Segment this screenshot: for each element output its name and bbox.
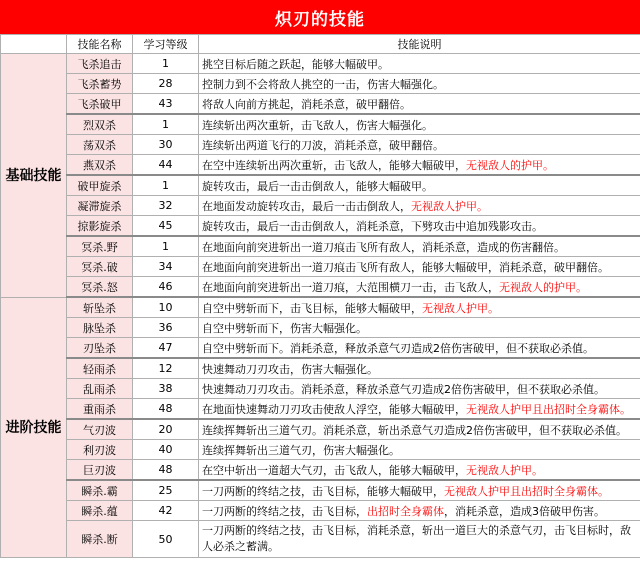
header-row: [1, 35, 640, 54]
skill-level: 20: [133, 419, 199, 440]
skill-level: 47: [133, 338, 199, 359]
skill-desc: 挑空目标后随之跃起，能够大幅破甲。: [199, 54, 640, 74]
skill-level: 12: [133, 358, 199, 379]
skill-name: 瞬杀.断: [67, 521, 133, 558]
skill-name: 飞杀追击: [67, 54, 133, 74]
skill-name: 瞬杀.蕴: [67, 501, 133, 521]
table-row: [1, 175, 640, 196]
skill-desc: 在地面向前突进斩出一道刀痕击飞所有敌人，能够大幅破甲，消耗杀意，破甲翻倍。: [199, 257, 640, 277]
category-basic: 基础技能: [1, 54, 67, 298]
table-row: [1, 338, 640, 359]
skill-desc: 快速舞动刀刃攻击。消耗杀意，释放杀意气刃造成2倍伤害破甲，但不获取必杀值。: [199, 379, 640, 399]
table-row: [1, 155, 640, 176]
skill-desc: 在空中斩出一道超大气刃，击飞敌人，能够大幅破甲，无视敌人护甲。: [199, 460, 640, 481]
skill-level: 1: [133, 54, 199, 74]
skill-desc: 自空中劈斩而下，伤害大幅强化。: [199, 318, 640, 338]
skill-name: 气刃波: [67, 419, 133, 440]
skill-name: 燕双杀: [67, 155, 133, 176]
skill-name: 荡双杀: [67, 135, 133, 155]
skill-name: 冥杀.怒: [67, 277, 133, 298]
category-advanced: 进阶技能: [1, 297, 67, 558]
skill-desc: 连续斩出两次重斩，击飞敌人，伤害大幅强化。: [199, 114, 640, 135]
skill-level: 44: [133, 155, 199, 176]
skill-level: 10: [133, 297, 199, 318]
skill-desc: 一刀两断的终结之技，击飞目标，消耗杀意，斩出一道巨大的杀意气刃，击飞目标时，敌人必杀之蓄满。: [199, 521, 640, 558]
table-row: [1, 460, 640, 481]
skill-name: 瞬杀.霸: [67, 480, 133, 501]
skill-desc: 在地面向前突进斩出一道刀痕击飞所有敌人，消耗杀意，造成的伤害翻倍。: [199, 236, 640, 257]
skill-desc: 连续挥舞斩出三道气刃，伤害大幅强化。: [199, 440, 640, 460]
skill-name: 凝滞旋杀: [67, 196, 133, 216]
skill-name: 烈双杀: [67, 114, 133, 135]
skill-desc: 在地面快速舞动刀刃攻击使敌人浮空，能够大幅破甲，无视敌人护甲且出招时全身霸体。: [199, 399, 640, 420]
table-row: [1, 257, 640, 277]
skill-name: 破甲旋杀: [67, 175, 133, 196]
skill-name: 冥杀.破: [67, 257, 133, 277]
skill-level: 32: [133, 196, 199, 216]
skill-name: 乱雨杀: [67, 379, 133, 399]
skill-level: 43: [133, 94, 199, 115]
skill-level: 46: [133, 277, 199, 298]
table-row: [1, 318, 640, 338]
table-row: [1, 480, 640, 501]
table-row: [1, 379, 640, 399]
skill-name: 斩坠杀: [67, 297, 133, 318]
skill-level: 30: [133, 135, 199, 155]
skill-desc: 旋转攻击，最后一击击倒敌人，能够大幅破甲。: [199, 175, 640, 196]
skill-level: 34: [133, 257, 199, 277]
table-row: [1, 216, 640, 237]
header-category: [1, 35, 67, 54]
table-row: [1, 399, 640, 420]
table-row: [1, 358, 640, 379]
skill-desc: 控制力到不会将敌人挑空的一击，伤害大幅强化。: [199, 74, 640, 94]
skill-desc: 一刀两断的终结之技，击飞目标，能够大幅破甲，无视敌人护甲且出招时全身霸体。: [199, 480, 640, 501]
table-row: [1, 297, 640, 318]
header-level: 学习等级: [133, 35, 199, 54]
skill-desc: 一刀两断的终结之技，击飞目标，出招时全身霸体，消耗杀意，造成3倍破甲伤害。: [199, 501, 640, 521]
skill-desc: 旋转攻击，最后一击击倒敌人，消耗杀意，下劈攻击中追加残影攻击。: [199, 216, 640, 237]
table-row: [1, 114, 640, 135]
skill-level: 1: [133, 114, 199, 135]
table-row: [1, 521, 640, 558]
table-row: [1, 54, 640, 74]
skill-desc: 在地面发动旋转攻击，最后一击击倒敌人，无视敌人护甲。: [199, 196, 640, 216]
skill-desc: 自空中劈斩而下，击飞目标，能够大幅破甲，无视敌人护甲。: [199, 297, 640, 318]
skill-level: 40: [133, 440, 199, 460]
header-name: 技能名称: [67, 35, 133, 54]
skill-name: 重雨杀: [67, 399, 133, 420]
skill-name: 飞杀破甲: [67, 94, 133, 115]
skill-level: 48: [133, 399, 199, 420]
skill-desc: 在地面向前突进斩出一道刀痕，大范围横刀一击，击飞敌人，无视敌人的护甲。: [199, 277, 640, 298]
table-row: [1, 135, 640, 155]
skill-name: 巨刃波: [67, 460, 133, 481]
skill-name: 轻雨杀: [67, 358, 133, 379]
skill-level: 38: [133, 379, 199, 399]
table-title: 炽刃的技能: [0, 0, 640, 34]
skill-name: 脉坠杀: [67, 318, 133, 338]
skill-level: 1: [133, 175, 199, 196]
skill-level: 25: [133, 480, 199, 501]
table-row: [1, 277, 640, 298]
table-row: [1, 196, 640, 216]
skill-desc: 自空中劈斩而下。消耗杀意，释放杀意气刃造成2倍伤害破甲，但不获取必杀值。: [199, 338, 640, 359]
table-row: [1, 236, 640, 257]
header-desc: 技能说明: [199, 35, 640, 54]
skill-level: 50: [133, 521, 199, 558]
skill-name: 掠影旋杀: [67, 216, 133, 237]
table-row: [1, 419, 640, 440]
skill-desc: 连续斩出两道飞行的刀波，消耗杀意，破甲翻倍。: [199, 135, 640, 155]
skills-table: [0, 34, 640, 558]
skill-level: 48: [133, 460, 199, 481]
skill-name: 利刃波: [67, 440, 133, 460]
skill-level: 36: [133, 318, 199, 338]
skill-desc: 在空中连续斩出两次重斩，击飞敌人，能够大幅破甲，无视敌人的护甲。: [199, 155, 640, 176]
skill-name: 飞杀蓄势: [67, 74, 133, 94]
skill-desc: 快速舞动刀刃攻击，伤害大幅强化。: [199, 358, 640, 379]
skill-level: 45: [133, 216, 199, 237]
skill-desc: 将敌人向前方挑起，消耗杀意，破甲翻倍。: [199, 94, 640, 115]
table-row: [1, 440, 640, 460]
table-row: [1, 74, 640, 94]
table-row: [1, 501, 640, 521]
table-row: [1, 94, 640, 115]
skill-name: 刃坠杀: [67, 338, 133, 359]
skill-level: 1: [133, 236, 199, 257]
skill-level: 42: [133, 501, 199, 521]
skill-level: 28: [133, 74, 199, 94]
skill-name: 冥杀.野: [67, 236, 133, 257]
skill-desc: 连续挥舞斩出三道气刃。消耗杀意，斩出杀意气刃造成2倍伤害破甲，但不获取必杀值。: [199, 419, 640, 440]
